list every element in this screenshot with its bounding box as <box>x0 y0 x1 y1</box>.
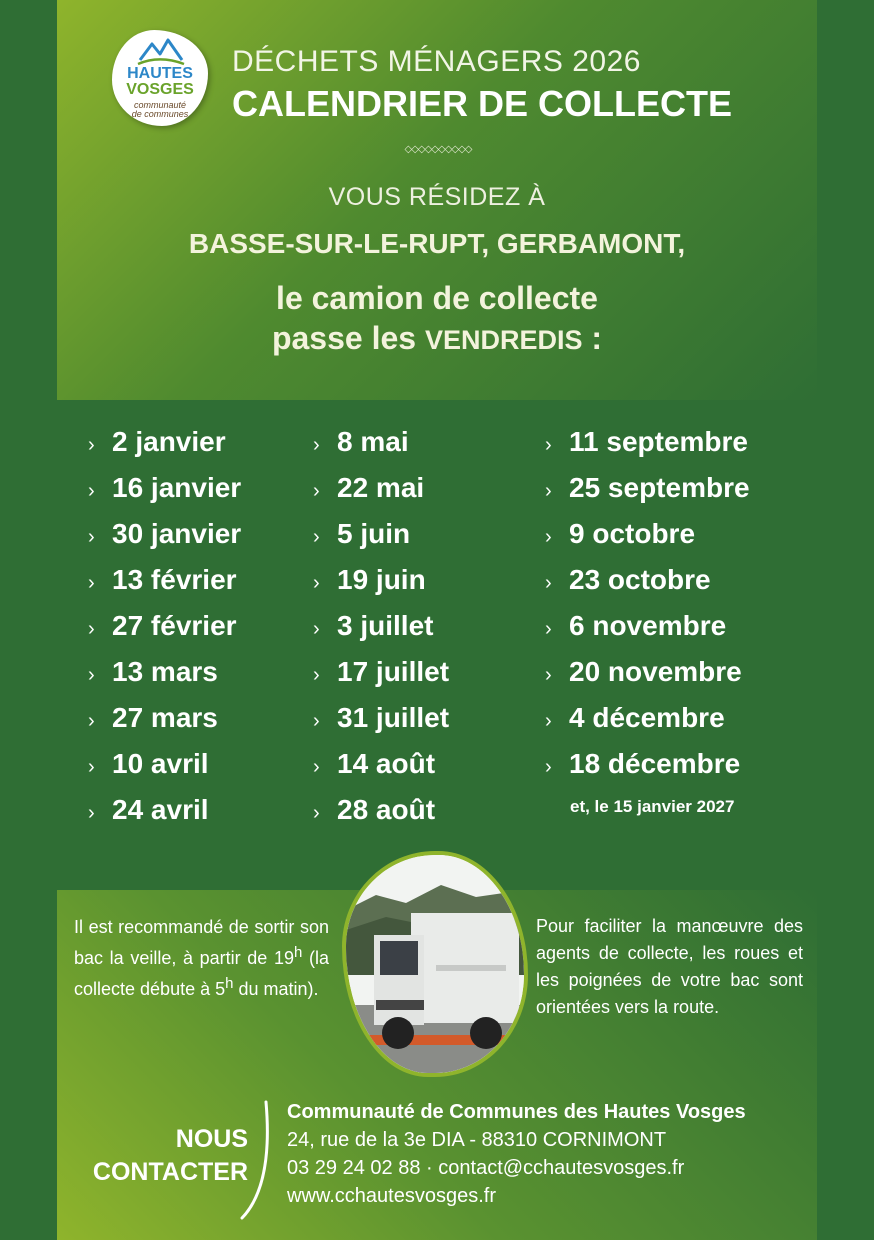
date-label: 13 février <box>112 564 237 595</box>
collection-date <box>313 791 449 837</box>
contact-phone[interactable]: 03 29 24 02 88 <box>287 1157 421 1179</box>
hautes-vosges-logo <box>112 30 208 126</box>
collection-date <box>545 561 750 607</box>
date-label: 16 janvier <box>112 472 242 503</box>
chevron-right-icon: › <box>313 434 320 456</box>
date-label: 4 décembre <box>569 702 725 733</box>
date-label: 24 avril <box>112 794 209 825</box>
dates-column-1 <box>88 423 241 837</box>
hour-superscript: h <box>294 944 303 961</box>
contact-title-line1: NOUS <box>175 1125 248 1153</box>
date-label: 5 juin <box>337 518 411 549</box>
camion-text-line1: le camion de collecte <box>276 280 598 316</box>
collection-date <box>313 653 449 699</box>
collection-date <box>88 561 241 607</box>
chevron-right-icon: › <box>313 664 320 686</box>
camion-suffix: : <box>582 320 603 356</box>
divider-diamonds: ◇◇◇◇◇◇◇◇◇◇ <box>404 144 472 155</box>
logo-text-communaute: communauté <box>133 100 187 110</box>
logo-text-vosges: VOSGES <box>126 81 194 98</box>
contact-title-line2: CONTACTER <box>92 1158 248 1186</box>
chevron-right-icon: › <box>313 480 320 502</box>
contact-website[interactable]: www.cchautesvosges.fr <box>287 1185 496 1207</box>
date-label: 10 avril <box>112 748 209 779</box>
date-label: 17 juillet <box>337 656 450 687</box>
collection-date <box>313 515 449 561</box>
date-label: 27 février <box>112 610 237 641</box>
dates-column-3 <box>545 423 750 791</box>
advice-left-part1: Il est recommandé de sortir son bac la veille, à partir de 19 <box>74 917 329 968</box>
chevron-right-icon: › <box>313 756 320 778</box>
camion-text-line2 <box>57 320 817 357</box>
collection-date <box>545 423 750 469</box>
date-label: 31 juillet <box>337 702 450 733</box>
collection-date <box>313 469 449 515</box>
collection-date <box>545 699 750 745</box>
organisation-name: Communauté de Communes des Hautes Vosges <box>287 1101 746 1123</box>
chevron-right-icon: › <box>313 710 320 732</box>
date-label: 13 mars <box>112 656 218 687</box>
chevron-right-icon: › <box>313 526 320 548</box>
collection-date <box>88 469 241 515</box>
chevron-right-icon: › <box>545 434 552 456</box>
collection-date <box>88 423 241 469</box>
date-label: 8 mai <box>337 426 409 457</box>
dates-column-2 <box>313 423 449 837</box>
collection-date <box>313 745 449 791</box>
chevron-right-icon: › <box>88 664 95 686</box>
contact-address: 24, rue de la 3e DIA - 88310 CORNIMONT <box>287 1129 667 1151</box>
collection-date <box>545 653 750 699</box>
chevron-right-icon: › <box>545 710 552 732</box>
chevron-right-icon: › <box>545 480 552 502</box>
collection-date <box>545 515 750 561</box>
chevron-right-icon: › <box>313 572 320 594</box>
collection-date <box>88 607 241 653</box>
date-label: 3 juillet <box>337 610 434 641</box>
chevron-right-icon: › <box>313 618 320 640</box>
advice-left-text <box>74 915 329 1002</box>
collection-date <box>88 791 241 837</box>
collection-date <box>313 561 449 607</box>
date-label: 9 octobre <box>569 518 696 549</box>
date-label: 18 décembre <box>569 748 741 779</box>
chevron-right-icon: › <box>88 480 95 502</box>
chevron-right-icon: › <box>88 572 95 594</box>
hour-superscript: h <box>225 975 234 992</box>
chevron-right-icon: › <box>88 710 95 732</box>
mountain-icon <box>112 30 208 70</box>
title-calendrier: CALENDRIER DE COLLECTE <box>232 83 733 124</box>
collection-date <box>545 469 750 515</box>
camion-prefix: passe les <box>271 320 425 356</box>
chevron-right-icon: › <box>313 802 320 824</box>
collection-date <box>88 653 241 699</box>
contact-email[interactable]: contact@cchautesvosges.fr <box>438 1157 685 1179</box>
chevron-right-icon: › <box>88 802 95 824</box>
collection-day: VENDREDIS <box>424 325 583 355</box>
chevron-right-icon: › <box>545 756 552 778</box>
extra-date-2027: et, le 15 janvier 2027 <box>570 797 735 816</box>
date-label: 19 juin <box>337 564 426 595</box>
date-label: 23 octobre <box>569 564 711 595</box>
date-label: 28 août <box>337 794 436 825</box>
title-dechets: DÉCHETS MÉNAGERS 2026 <box>232 45 641 78</box>
garbage-truck-photo <box>346 855 524 1073</box>
bracket-decoration <box>236 1098 276 1223</box>
chevron-right-icon: › <box>88 618 95 640</box>
date-label: 22 mai <box>337 472 425 503</box>
collection-date <box>88 515 241 561</box>
collection-date <box>88 699 241 745</box>
vous-residez-text: VOUS RÉSIDEZ À <box>328 183 546 211</box>
collection-date <box>545 607 750 653</box>
chevron-right-icon: › <box>545 664 552 686</box>
chevron-right-icon: › <box>545 526 552 548</box>
date-label: 11 septembre <box>569 426 748 457</box>
chevron-right-icon: › <box>88 434 95 456</box>
chevron-right-icon: › <box>545 572 552 594</box>
date-label: 27 mars <box>112 702 218 733</box>
chevron-right-icon: › <box>88 526 95 548</box>
town-names: BASSE-SUR-LE-RUPT, GERBAMONT, <box>188 228 686 259</box>
collection-date <box>313 423 449 469</box>
contact-title <box>88 1123 248 1189</box>
collection-date <box>313 699 449 745</box>
collection-date <box>88 745 241 791</box>
chevron-right-icon: › <box>88 756 95 778</box>
date-label: 30 janvier <box>112 518 242 549</box>
logo-text-de-communes: de communes <box>131 109 189 119</box>
date-label: 20 novembre <box>569 656 742 687</box>
advice-right-text: Pour faciliter la manœuvre des agents de collecte, les roues et les poignées de votre bac sont orientées vers la route. <box>536 916 803 1017</box>
contact-phone-email <box>287 1154 746 1182</box>
date-label: 14 août <box>337 748 436 779</box>
date-label: 6 novembre <box>569 610 727 641</box>
collection-date <box>545 745 750 791</box>
date-label: 25 septembre <box>569 472 750 503</box>
contact-separator: · <box>426 1157 433 1179</box>
advice-left-part3: du matin). <box>233 979 319 999</box>
contact-details <box>287 1098 746 1210</box>
date-label: 2 janvier <box>112 426 226 457</box>
logo-text-hautes: HAUTES <box>127 65 193 82</box>
collection-date <box>313 607 449 653</box>
advice-left-part2: (la collecte débute à 5 <box>74 948 329 999</box>
chevron-right-icon: › <box>545 618 552 640</box>
